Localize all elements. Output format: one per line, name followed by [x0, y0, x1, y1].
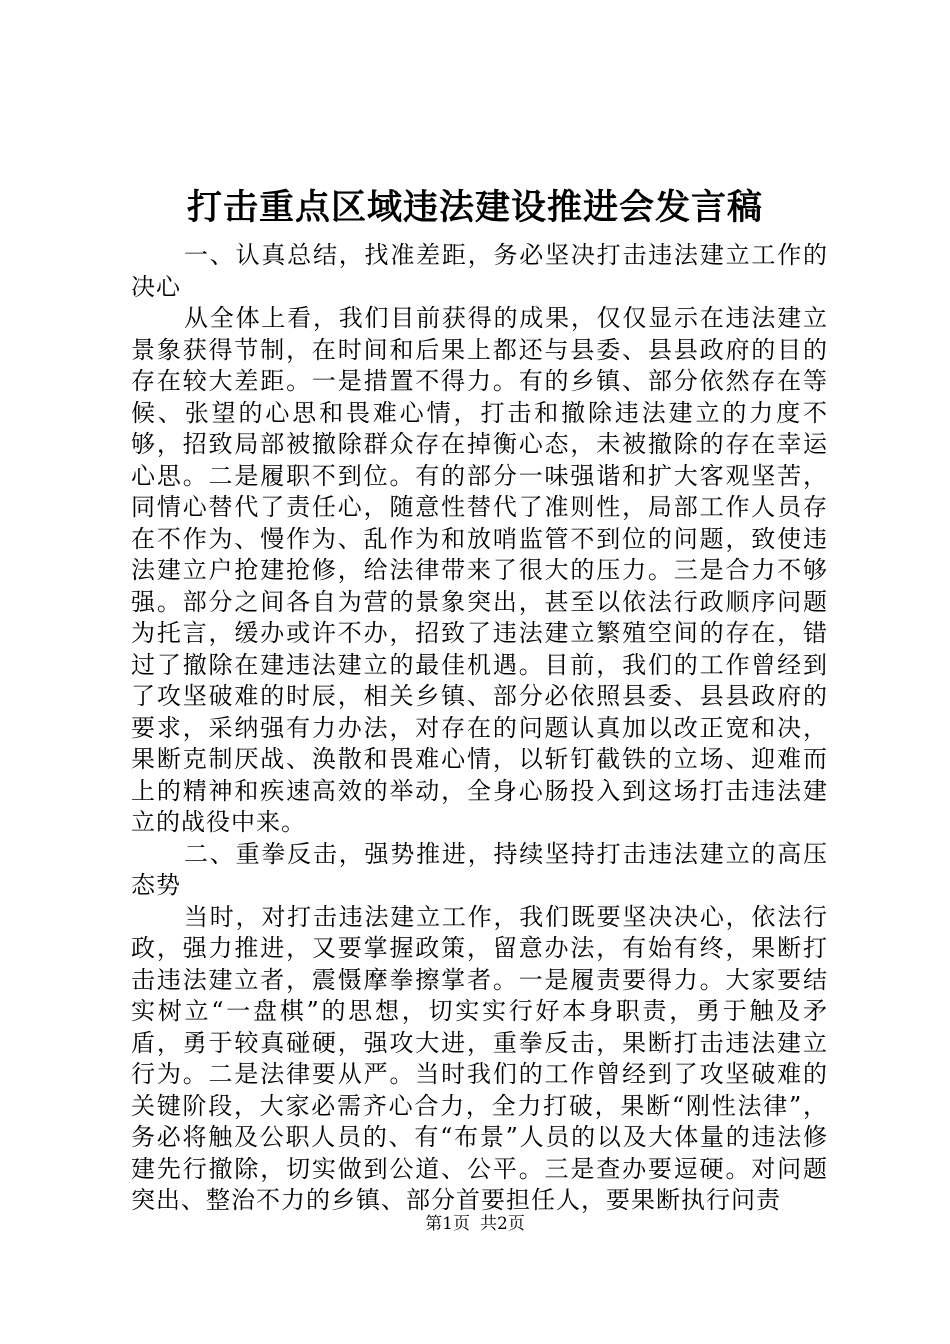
page-footer	[0, 1212, 950, 1236]
body-paragraph-2: 当时，对打击违法建立工作，我们既要坚决决心，依法行政，强力推进，又要掌握政策，留意办法，有始有终，果断打击违法建立者，震慑摩拳擦掌者。一是履责要得力。大家要结实树立“一盘棋”的思想，切实实行好本身职责，勇于触及矛盾，勇于较真碰硬，强攻大进，重拳反击，果断打击违法建立行为。二是法律要从严。当时我们的工作曾经到了攻坚破难的关键阶段，大家必需齐心合力，全力打破，果断“刚性法律”，务必将触及公职人员的、有“布景”人员的以及大体量的违法修建先行撤除，切实做到公道、公平。三是查办要逗硬。对问题突出、整治不力的乡镇、部分首要担任人，要果断执行问责	[131, 902, 828, 1214]
section-heading-2: 二、重拳反击，强势推进，持续坚持打击违法建立的高压态势	[131, 839, 828, 899]
document-body	[131, 240, 828, 1217]
body-paragraph-1: 从全体上看，我们目前获得的成果，仅仅显示在违法建立景象获得节制，在时间和后果上都还与县委、县县政府的目的存在较大差距。一是措置不得力。有的乡镇、部分依然存在等候、张望的心思和畏难心情，打击和撤除违法建立的力度不够，招致局部被撤除群众存在掉衡心态，未被撤除的存在幸运心思。二是履职不到位。有的部分一味强谐和扩大客观坚苦，同情心替代了责任心，随意性替代了准则性，局部工作人员存在不作为、慢作为、乱作为和放哨监管不到位的问题，致使违法建立户抢建抢修，给法律带来了很大的压力。三是合力不够强。部分之间各自为营的景象突出，甚至以依法行政顺序问题为托言，缓办或许不办，招致了违法建立繁殖空间的存在，错过了撤除在建违法建立的最佳机遇。目前，我们的工作曾经到了攻坚破难的时辰，相关乡镇、部分必依照县委、县县政府的要求，采纳强有力办法，对存在的问题认真加以改正宽和决，果断克制厌战、涣散和畏难心情，以斩钉截铁的立场、迎难而上的精神和疾速高效的举动，全身心肠投入到这场打击违法建立的战役中来。	[131, 304, 828, 836]
section-heading-1: 一、认真总结，找准差距，务必坚决打击违法建立工作的决心	[131, 241, 828, 301]
document-title: 打击重点区域违法建设推进会发言稿	[186, 187, 763, 228]
page-number: 第1页	[425, 1214, 470, 1234]
page-total: 共2页	[480, 1214, 525, 1234]
